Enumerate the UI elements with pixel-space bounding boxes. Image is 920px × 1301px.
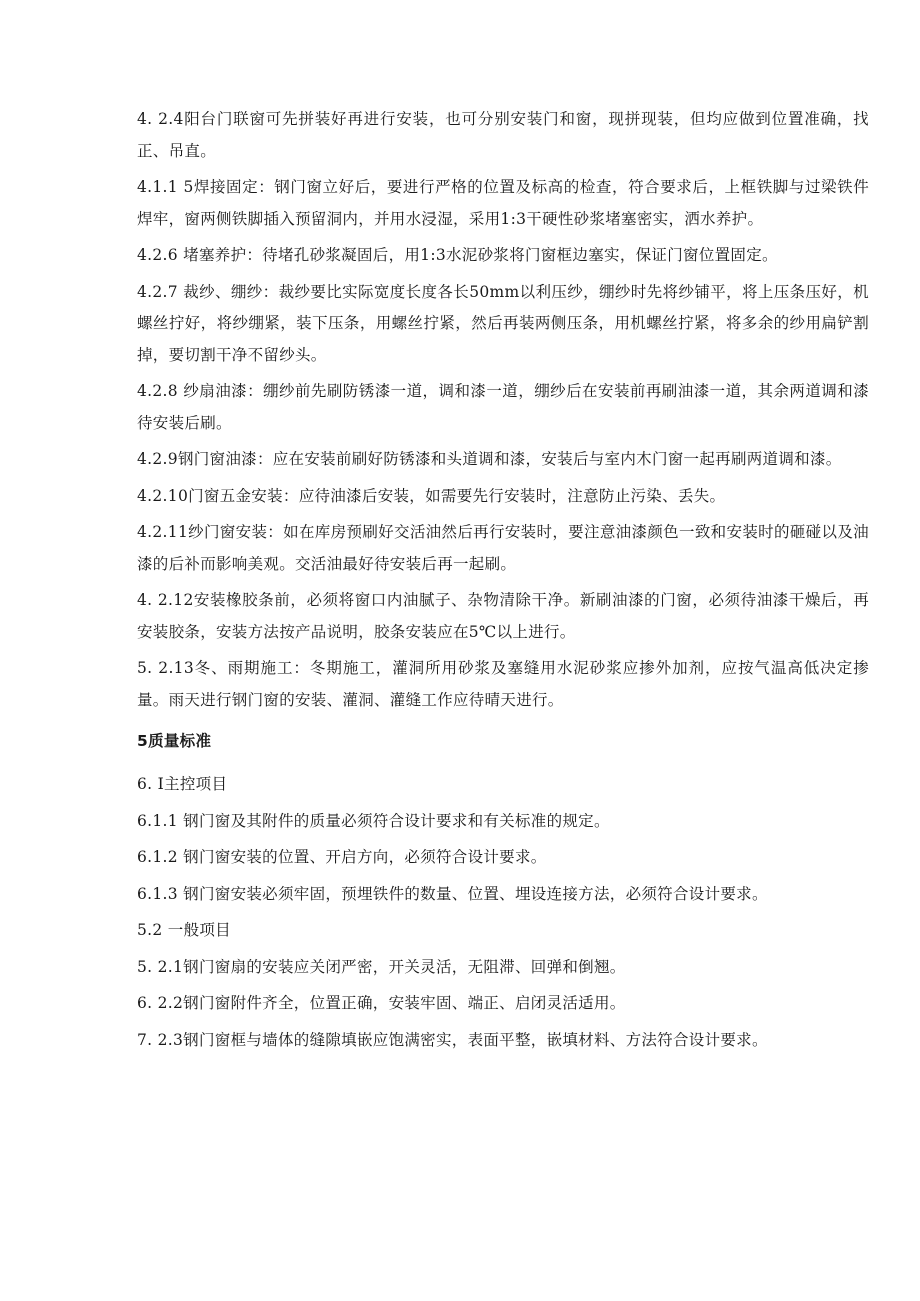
item-5-2-1: 5. 2.1钢门窗扇的安装应关闭严密，开关灵活，无阻滞、回弹和倒翘。 [137,957,626,976]
section-heading-quality-standard: 5质量标准 [137,732,212,750]
item-6-1-2: 6.1.2 钢门窗安装的位置、开启方向，必须符合设计要求。 [137,848,547,866]
paragraph-5-2-13: 5. 2.13冬、雨期施工：冬期施工，灌洞所用砂浆及塞缝用水泥砂浆应掺外加剂，应按气温高低决定掺量。雨天进行钢门窗的安装、灌洞、灌缝工作应待晴天进行。 [137,659,869,709]
paragraph-4-2-6: 4.2.6 堵塞养护：待堵孔砂浆凝固后，用1:3水泥砂浆将门窗框边塞实，保证门窗位置固定。 [137,246,778,264]
document-page [137,104,869,1061]
paragraph-4-2-7: 4.2.7 裁纱、绷纱：裁纱要比实际宽度长度各长50mm以利压纱，绷纱时先将纱铺平，将上压条压好，机螺丝拧好，将纱绷紧，装下压条，用螺丝拧紧，然后再装两侧压条，用机螺丝拧紧，将多余的纱用扁铲割掉，要切割干净不留纱头。 [137,282,869,364]
paragraph-4-2-4: 4. 2.4阳台门联窗可先拼装好再进行安装，也可分别安装门和窗，现拼现装，但均应做到位置准确，找正、吊直。 [137,110,869,160]
paragraph-4-2-10: 4.2.10门窗五金安装：应待油漆后安装，如需要先行安装时，注意防止污染、丢失。 [137,486,726,505]
item-6-2-2: 6. 2.2钢门窗附件齐全，位置正确，安装牢固、端正、启闭灵活适用。 [137,994,626,1012]
item-main-control: 6. I主控项目 [137,775,228,793]
paragraph-4-2-9: 4.2.9钢门窗油漆：应在安装前刷好防锈漆和头道调和漆，安装后与室内木门窗一起再刷两道调和漆。 [137,450,842,468]
item-6-1-3: 6.1.3 钢门窗安装必须牢固，预埋铁件的数量、位置、埋设连接方法，必须符合设计要求。 [137,884,768,903]
paragraph-4-2-8: 4.2.8 纱扇油漆：绷纱前先刷防锈漆一道，调和漆一道，绷纱后在安装前再刷油漆一道，其余两道调和漆待安装后刷。 [137,382,869,432]
item-general: 5.2 一般项目 [137,921,231,939]
paragraph-4-2-12: 4. 2.12安装橡胶条前，必须将窗口内油腻子、杂物清除干净。新刷油漆的门窗，必须待油漆干燥后，再安装胶条，安装方法按产品说明，胶条安装应在5℃以上进行。 [137,591,869,641]
item-7-2-3: 7. 2.3钢门窗框与墙体的缝隙填嵌应饱满密实，表面平整，嵌填材料、方法符合设计要求。 [137,1030,768,1049]
paragraph-4-2-11: 4.2.11纱门窗安装：如在库房预刷好交活油然后再行安装时，要注意油漆颜色一致和安装时的砸碰以及油漆的后补而影响美观。交活油最好待安装后再一起刷。 [137,523,869,573]
paragraph-4-1-15: 4.1.1 5焊接固定：钢门窗立好后，要进行严格的位置及标高的检查，符合要求后，上框铁脚与过梁铁件焊牢，窗两侧铁脚插入预留洞内，并用水浸湿，采用1:3干硬性砂浆堵塞密实，洒水养护。 [137,178,869,228]
item-6-1-1: 6.1.1 钢门窗及其附件的质量必须符合设计要求和有关标准的规定。 [137,811,610,830]
